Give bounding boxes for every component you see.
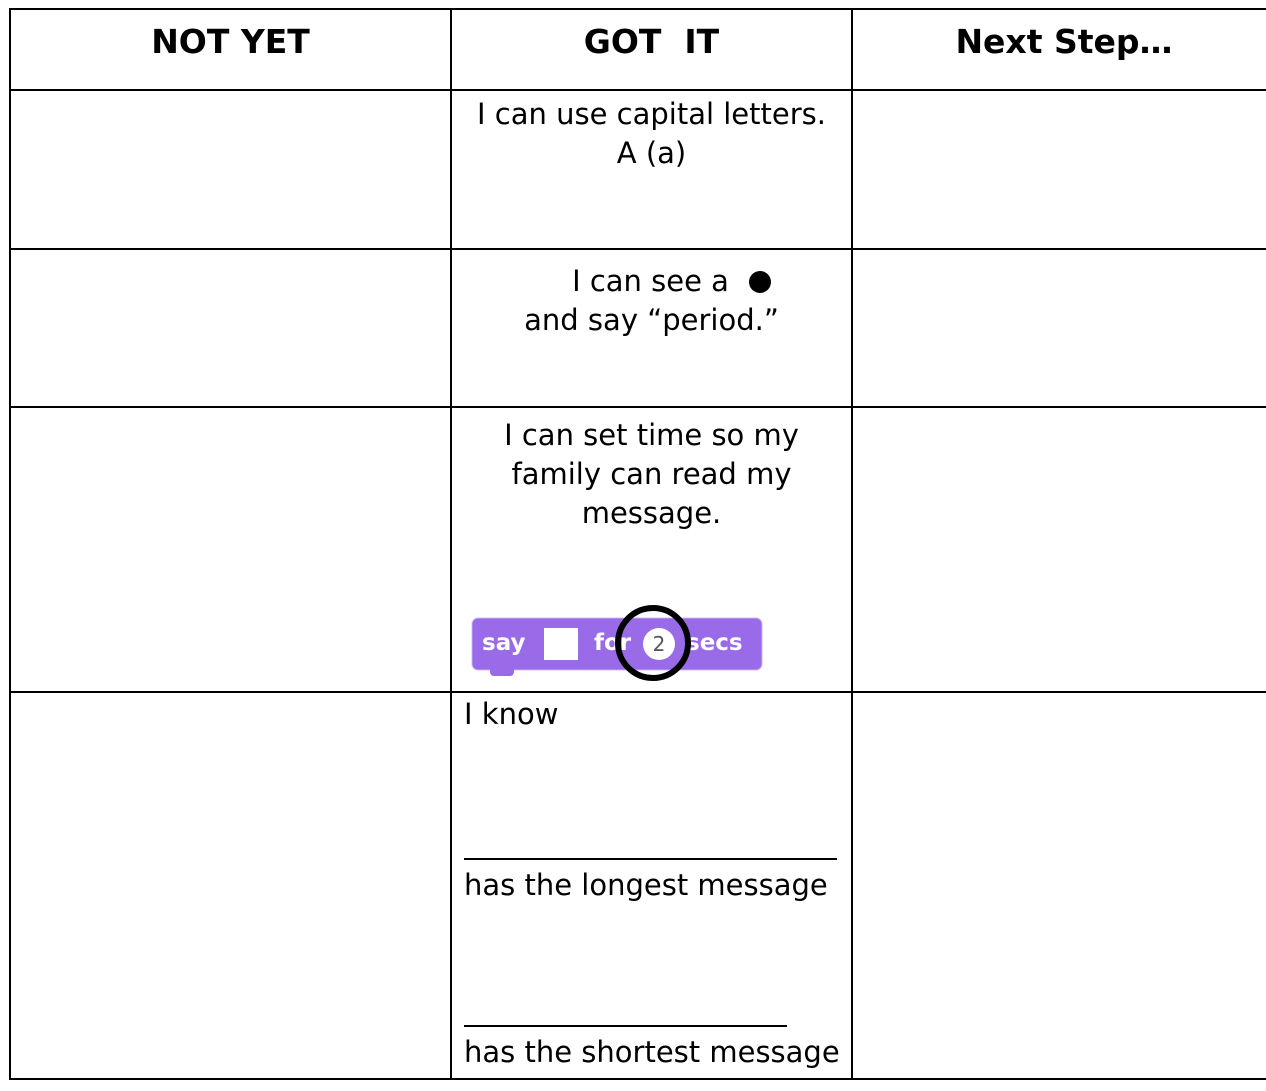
got-it-line: message. <box>581 496 722 530</box>
not-yet-cell <box>10 407 451 692</box>
got-it-line: and say “period.” <box>524 303 779 337</box>
not-yet-cell <box>10 692 451 1079</box>
got-it-line: A (a) <box>616 136 687 170</box>
table-row <box>10 249 1266 407</box>
block-secs-label: secs <box>686 630 743 656</box>
next-step-cell <box>852 692 1266 1079</box>
say-for-secs-block <box>472 618 762 670</box>
got-it-line: family can read my <box>511 457 792 491</box>
header-got-it: GOT IT <box>451 9 852 90</box>
got-it-cell <box>451 249 852 407</box>
table-row <box>10 407 1266 692</box>
block-for-label: for <box>594 630 632 656</box>
assessment-table <box>9 8 1266 1080</box>
got-it-cell <box>451 407 852 692</box>
next-step-cell <box>852 90 1266 249</box>
got-it-cell <box>451 90 852 249</box>
block-notch <box>490 668 514 676</box>
circle-highlight-icon <box>615 605 691 681</box>
got-it-line: I can see a <box>572 264 729 298</box>
block-say-label: say <box>482 630 526 656</box>
got-it-line: has the longest message <box>464 868 828 902</box>
table-row <box>10 692 1266 1079</box>
header-row <box>10 9 1266 90</box>
block-seconds-input: 2 <box>643 628 675 660</box>
header-not-yet: NOT YET <box>10 9 451 90</box>
got-it-line: I can set time so my <box>504 418 799 452</box>
block-text-input <box>544 628 578 660</box>
table-row <box>10 90 1266 249</box>
got-it-line: I know <box>464 697 559 731</box>
fill-in-blank-line <box>464 858 837 860</box>
got-it-line: has the shortest message <box>464 1035 840 1069</box>
got-it-line: I can use capital letters. <box>477 97 826 131</box>
next-step-cell <box>852 407 1266 692</box>
not-yet-cell <box>10 249 451 407</box>
got-it-cell <box>451 692 852 1079</box>
period-dot-icon <box>749 271 771 293</box>
header-next-step: Next Step… <box>852 9 1266 90</box>
not-yet-cell <box>10 90 451 249</box>
next-step-cell <box>852 249 1266 407</box>
fill-in-blank-line <box>464 1025 787 1027</box>
